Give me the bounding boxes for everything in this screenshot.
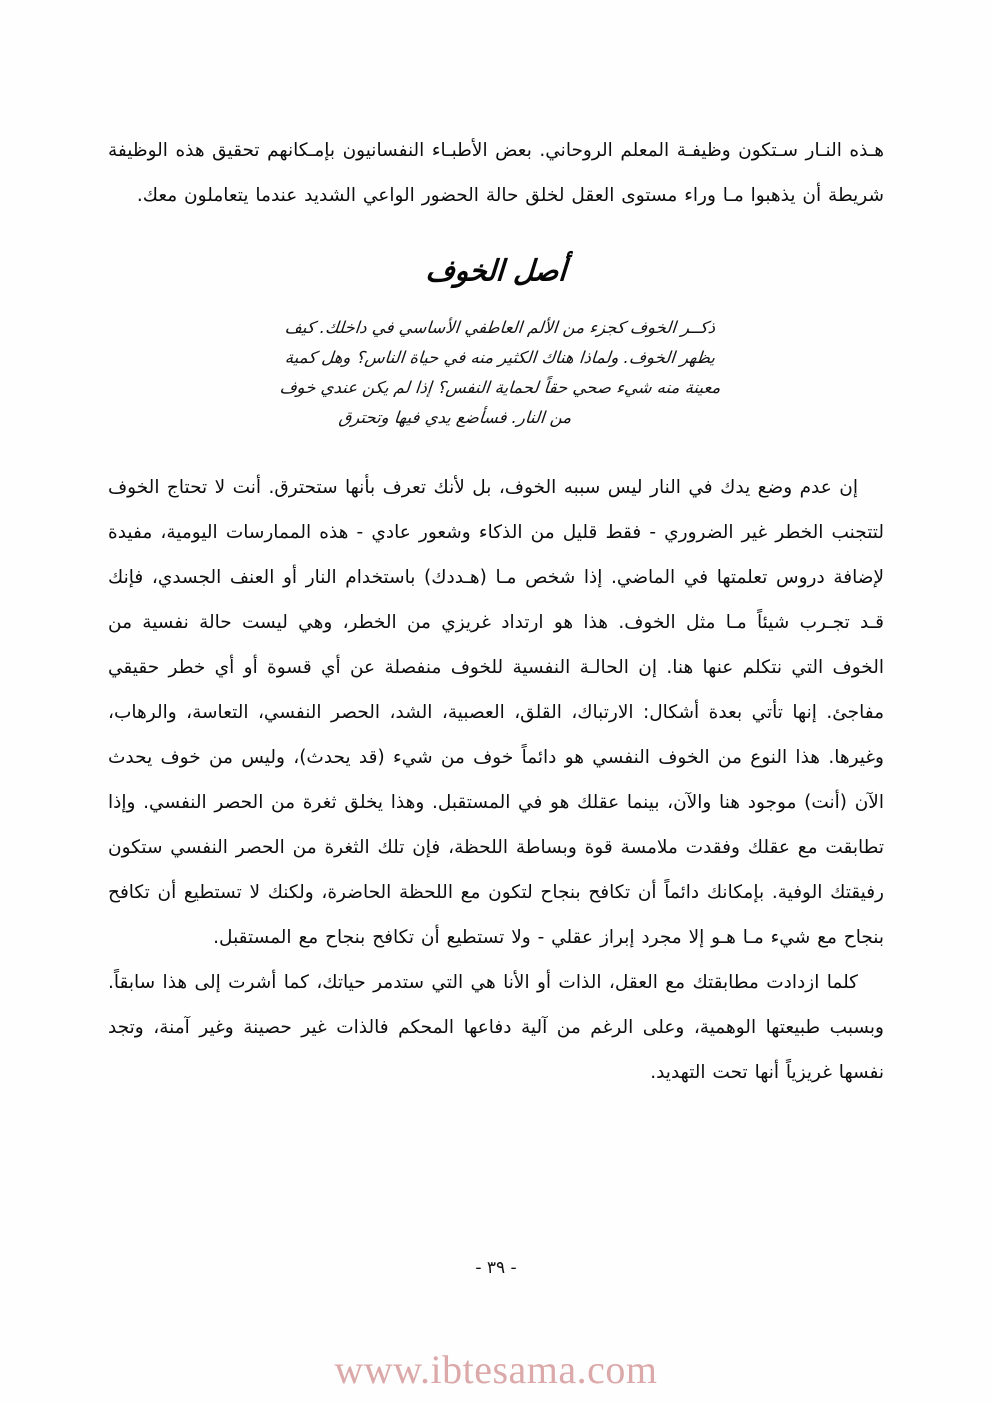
page-content [108, 128, 884, 1095]
page-number: - ٣٩ - [475, 1258, 517, 1278]
spacer [108, 451, 884, 465]
section-heading: أصل الخوف [424, 253, 568, 288]
handwritten-quote-block [108, 313, 884, 433]
quote-line: معينة منه شيء صحي حقاً لحماية النفس؟ إذا لم يكن عندي خوف [278, 378, 722, 397]
section-heading-container [108, 254, 884, 287]
quote-line: ذكــر الخوف كجزء من الألم العاطفي الأساسي في داخلك. كيف [284, 318, 717, 337]
site-watermark: www.ibtesama.com [334, 1347, 658, 1392]
body-paragraph-2: كلما ازدادت مطابقتك مع العقل، الذات أو الأنا هي التي ستدمر حياتك، كما أشرت إلى هذا سابقاً. وبسبب طبيعتها الوهمية، وعلى الرغم من آلية دفاعها المحكم فالذات غير حصينة وغير آمنة، وتجد نفسها غريزياً أنها تحت التهديد. [108, 972, 884, 1083]
quote-line: يظهر الخوف. ولماذا هناك الكثير منه في حياة الناس؟ وهل كمية [284, 348, 716, 367]
body-paragraph-1: إن عدم وضع يدك في النار ليس سببه الخوف، بل لأنك تعرف بأنها ستحترق. أنت لا تحتاج الخوف لتتجنب الخطر غير الضروري - فقط قليل من الذكاء وشعور عادي - هذه الممارسات اليومية، مفيدة لإضافة دروس تعلمتها في الماضي. إذا شخص مـا (هـددك) باستخدام النار أو العنف الجسدي، فإنك قـد تجـرب شيئاً مـا مثل الخوف. هذا هو ارتداد غريزي من الخطر، وهي ليست حالة نفسية من الخوف التي نتكلم عنها هنا. إن الحالـة النفسية للخوف منفصلة عن أي قسوة أو أي خطر حقيقي مفاجئ. إنها تأتي بعدة أشكال: الارتباك، القلق، العصبية، الشد، الحصر النفسي، التعاسة، والرهاب، وغيرها. هذا النوع من الخوف النفسي هو دائماً خوف من شيء (قد يحدث)، وليس من خوف يحدث الآن (أنت) موجود هنا والآن، بينما عقلك هو في المستقبل. وهذا يخلق ثغرة من الحصر النفسي. وإذا تطابقت مع عقلك وفقدت ملامسة قوة وبساطة اللحظة، فإن تلك الثغرة من الحصر النفسي ستكون رفيقتك الوفية. بإمكانك دائماً أن تكافح بنجاح لتكون مع اللحظة الحاضرة، ولكنك لا تستطيع أن تكافح بنجاح مع شيء مـا هـو إلا مجرد إبراز عقلي - ولا تستطيع أن تكافح بنجاح مع المستقبل. [108, 477, 884, 948]
paragraph-continuation: هـذه النـار سـتكون وظيفـة المعلم الروحاني. بعض الأطبـاء النفسانيون بإمـكانهم تحقيق هذه الوظيفة شريطة أن يذهبوا مـا وراء مستوى العقل لخلق حالة الحضور الواعي الشديد عندما يتعاملون معك. [108, 140, 884, 206]
quote-line: من النار. فسأضع يدي فيها وتحترق [337, 408, 573, 427]
